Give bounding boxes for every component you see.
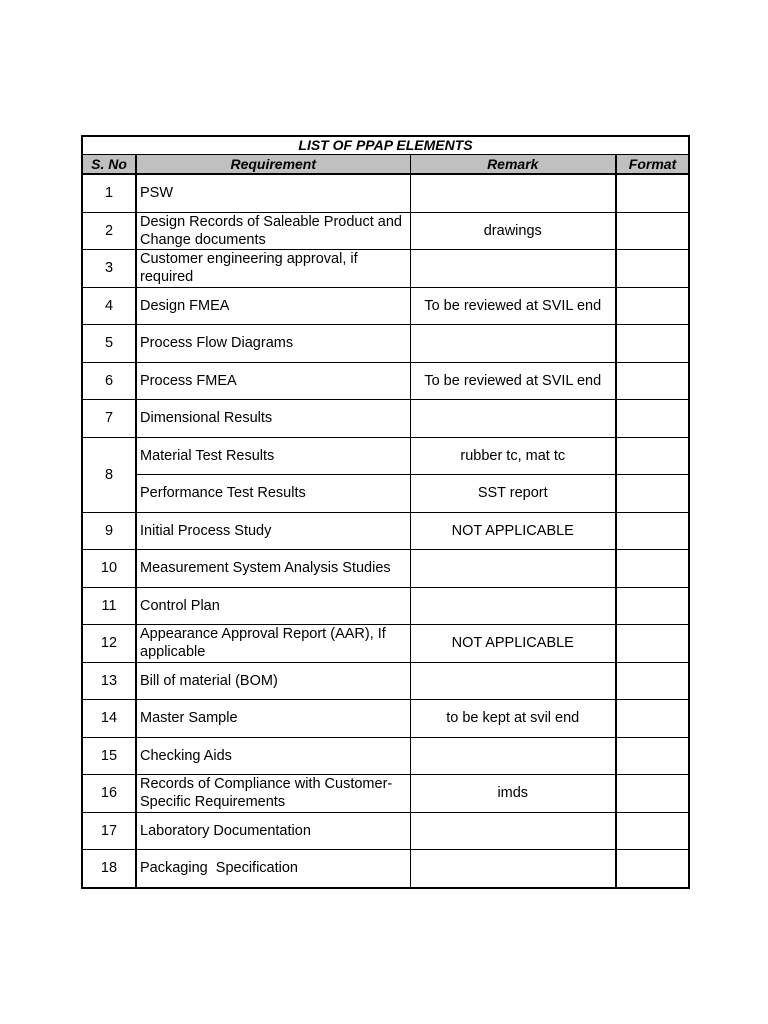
- cell-format: [616, 287, 689, 325]
- cell-format: [616, 400, 689, 438]
- table-row: [82, 475, 689, 513]
- table-row: [82, 437, 689, 475]
- cell-format: [616, 662, 689, 700]
- cell-requirement: Laboratory Documentation: [136, 812, 410, 850]
- cell-requirement: Appearance Approval Report (AAR), If applicable: [136, 625, 410, 663]
- cell-remark: [410, 400, 616, 438]
- cell-format: [616, 437, 689, 475]
- cell-sno: 8: [82, 437, 136, 512]
- cell-requirement: Control Plan: [136, 587, 410, 625]
- header-requirement: Requirement: [136, 155, 410, 175]
- cell-remark: [410, 850, 616, 888]
- cell-remark: [410, 662, 616, 700]
- cell-sno: 11: [82, 587, 136, 625]
- cell-format: [616, 850, 689, 888]
- cell-format: [616, 512, 689, 550]
- table-title-row: [82, 136, 689, 155]
- table-row: [82, 775, 689, 813]
- cell-requirement: Customer engineering approval, if required: [136, 250, 410, 288]
- header-remark: Remark: [410, 155, 616, 175]
- cell-sno: 7: [82, 400, 136, 438]
- cell-sno: 16: [82, 775, 136, 813]
- table-row: [82, 325, 689, 363]
- cell-format: [616, 174, 689, 212]
- cell-format: [616, 362, 689, 400]
- cell-sno: 12: [82, 625, 136, 663]
- table-row: [82, 812, 689, 850]
- cell-requirement: Master Sample: [136, 700, 410, 738]
- cell-format: [616, 775, 689, 813]
- cell-sno: 17: [82, 812, 136, 850]
- cell-remark: NOT APPLICABLE: [410, 625, 616, 663]
- cell-remark: [410, 250, 616, 288]
- cell-sno: 4: [82, 287, 136, 325]
- cell-format: [616, 737, 689, 775]
- cell-requirement: Checking Aids: [136, 737, 410, 775]
- cell-requirement: Initial Process Study: [136, 512, 410, 550]
- cell-remark: imds: [410, 775, 616, 813]
- cell-requirement: Measurement System Analysis Studies: [136, 550, 410, 588]
- cell-format: [616, 700, 689, 738]
- table-row: [82, 400, 689, 438]
- cell-sno: 2: [82, 212, 136, 250]
- cell-sno: 15: [82, 737, 136, 775]
- cell-requirement: Performance Test Results: [136, 475, 410, 513]
- table-row: [82, 174, 689, 212]
- ppap-elements-table: [81, 135, 690, 889]
- table-row: [82, 250, 689, 288]
- cell-remark: To be reviewed at SVIL end: [410, 362, 616, 400]
- table-row: [82, 512, 689, 550]
- cell-format: [616, 625, 689, 663]
- cell-sno: 9: [82, 512, 136, 550]
- cell-sno: 14: [82, 700, 136, 738]
- cell-requirement: Process Flow Diagrams: [136, 325, 410, 363]
- cell-format: [616, 250, 689, 288]
- cell-format: [616, 550, 689, 588]
- table-row: [82, 850, 689, 888]
- cell-remark: drawings: [410, 212, 616, 250]
- table-row: [82, 550, 689, 588]
- cell-requirement: Design FMEA: [136, 287, 410, 325]
- cell-requirement: Process FMEA: [136, 362, 410, 400]
- header-sno: S. No: [82, 155, 136, 175]
- cell-requirement: Packaging Specification: [136, 850, 410, 888]
- cell-requirement: Dimensional Results: [136, 400, 410, 438]
- cell-remark: [410, 550, 616, 588]
- cell-sno: 18: [82, 850, 136, 888]
- table-row: [82, 662, 689, 700]
- cell-remark: NOT APPLICABLE: [410, 512, 616, 550]
- cell-format: [616, 812, 689, 850]
- cell-sno: 10: [82, 550, 136, 588]
- cell-remark: rubber tc, mat tc: [410, 437, 616, 475]
- cell-requirement: Records of Compliance with Customer-Specific Requirements: [136, 775, 410, 813]
- cell-sno: 3: [82, 250, 136, 288]
- table-row: [82, 700, 689, 738]
- cell-sno: 5: [82, 325, 136, 363]
- cell-remark: SST report: [410, 475, 616, 513]
- cell-sno: 1: [82, 174, 136, 212]
- cell-format: [616, 475, 689, 513]
- table-title: LIST OF PPAP ELEMENTS: [82, 136, 689, 155]
- cell-requirement: PSW: [136, 174, 410, 212]
- cell-sno: 6: [82, 362, 136, 400]
- cell-format: [616, 587, 689, 625]
- cell-requirement: Design Records of Saleable Product and Change documents: [136, 212, 410, 250]
- table-row: [82, 587, 689, 625]
- table-row: [82, 287, 689, 325]
- cell-remark: [410, 737, 616, 775]
- table-row: [82, 625, 689, 663]
- cell-format: [616, 212, 689, 250]
- cell-requirement: Bill of material (BOM): [136, 662, 410, 700]
- cell-remark: [410, 587, 616, 625]
- cell-remark: to be kept at svil end: [410, 700, 616, 738]
- header-format: Format: [616, 155, 689, 175]
- table-header-row: [82, 155, 689, 175]
- cell-remark: [410, 812, 616, 850]
- cell-sno: 13: [82, 662, 136, 700]
- cell-remark: To be reviewed at SVIL end: [410, 287, 616, 325]
- table-row: [82, 362, 689, 400]
- table-row: [82, 212, 689, 250]
- cell-format: [616, 325, 689, 363]
- cell-remark: [410, 325, 616, 363]
- table-row: [82, 737, 689, 775]
- cell-remark: [410, 174, 616, 212]
- cell-requirement: Material Test Results: [136, 437, 410, 475]
